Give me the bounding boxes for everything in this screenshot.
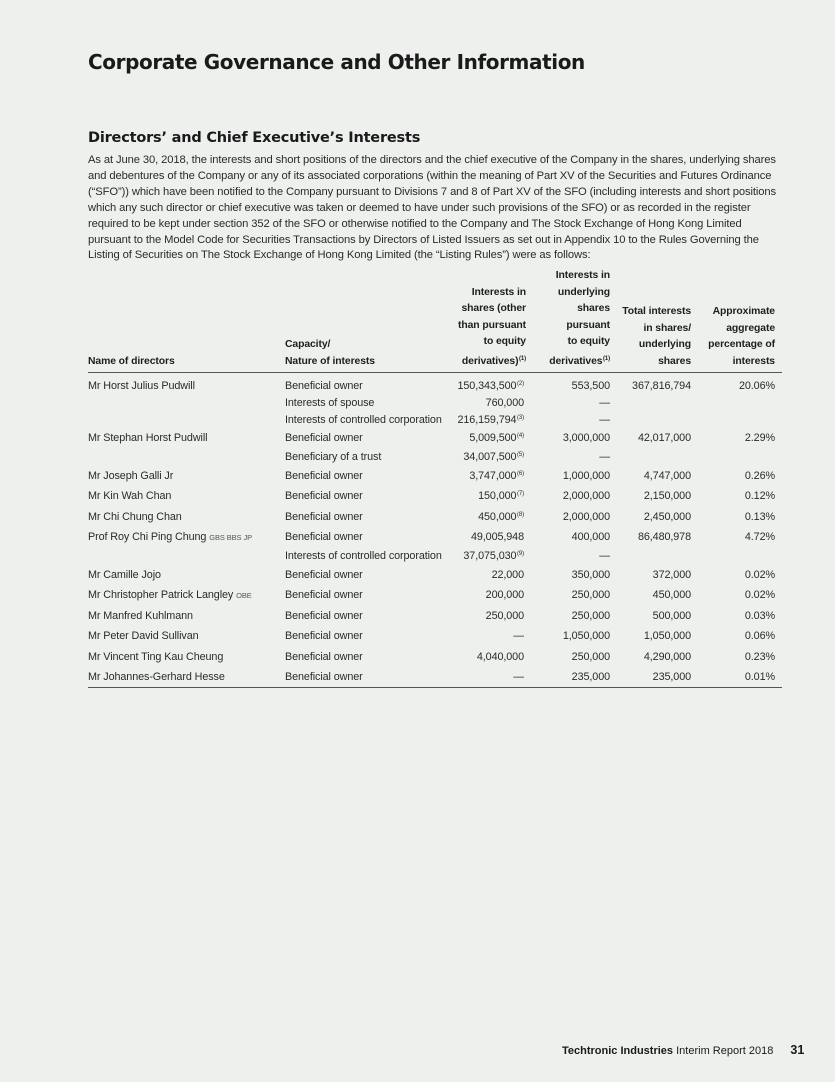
shares-cell (453, 548, 531, 565)
shares-cell (453, 626, 531, 647)
capacity-value: Beneficial owner (285, 568, 363, 581)
director-name-cell (88, 486, 285, 507)
table-row (88, 565, 782, 586)
percentage-value: 0.01% (744, 671, 775, 683)
director-honours: OBE (236, 591, 252, 601)
footnote-ref: (9) (516, 551, 524, 557)
percentage-value: 2.29% (744, 432, 775, 445)
underlying-value: — (599, 396, 610, 409)
director-name: Mr Chi Chung Chan (88, 510, 182, 523)
capacity-value: Beneficial owner (285, 671, 363, 683)
underlying-value: 1,050,000 (562, 630, 610, 643)
table-row (88, 377, 782, 394)
underlying-cell (531, 486, 615, 507)
shares-value: 34,007,500 (463, 451, 517, 463)
footnote-ref: (5) (516, 452, 524, 458)
total-cell (615, 486, 698, 507)
underlying-value: 250,000 (571, 650, 610, 663)
percentage-value: 0.26% (744, 469, 775, 482)
capacity-value: Interests of spouse (285, 396, 375, 409)
underlying-value: — (599, 550, 610, 562)
total-cell (615, 626, 698, 647)
total-value: 2,150,000 (643, 490, 691, 503)
header-capacity: Capacity/ Nature of interests (285, 268, 453, 373)
underlying-value: 2,000,000 (562, 510, 610, 523)
capacity-value: Beneficial owner (285, 510, 363, 523)
total-value: 4,290,000 (643, 650, 691, 663)
total-value: 235,000 (652, 671, 691, 683)
shares-cell (453, 647, 531, 668)
shares-cell (453, 565, 531, 586)
total-cell (615, 548, 698, 565)
total-cell (615, 647, 698, 668)
footnote-ref: (8) (516, 511, 524, 518)
shares-cell (453, 411, 531, 428)
total-cell (615, 667, 698, 688)
footnote-ref: (6) (516, 470, 524, 477)
underlying-cell (531, 449, 615, 466)
shares-value: 5,009,500 (469, 432, 517, 445)
table-row (88, 428, 782, 449)
header-underlying: Interests in underlying shares pursuant to equity derivatives$^{(1)}$ (531, 268, 615, 373)
footnote-ref: (4) (516, 433, 524, 440)
capacity-value: Interests of controlled corporation (285, 413, 442, 426)
shares-value: 200,000 (485, 589, 524, 602)
capacity-cell (285, 667, 453, 688)
capacity-value: Beneficial owner (285, 379, 363, 392)
director-name: Mr Peter David Sullivan (88, 630, 199, 643)
shares-value: 3,747,000 (469, 469, 517, 482)
director-name-cell (88, 647, 285, 668)
capacity-value: Beneficial owner (285, 490, 363, 503)
table-row (88, 626, 782, 647)
page-number: 31 (790, 1043, 805, 1057)
director-name-cell (88, 466, 285, 487)
total-value: 86,480,978 (637, 531, 691, 544)
total-cell (615, 394, 698, 411)
percentage-cell (698, 507, 782, 528)
percentage-value: 0.06% (744, 630, 775, 643)
percentage-cell (698, 466, 782, 487)
total-cell (615, 585, 698, 606)
capacity-cell (285, 428, 453, 449)
percentage-cell (698, 377, 782, 394)
shares-value: 49,005,948 (470, 531, 524, 544)
capacity-value: Beneficial owner (285, 531, 363, 544)
director-name-cell (88, 626, 285, 647)
capacity-cell (285, 606, 453, 627)
capacity-value: Interests of controlled corporation (285, 550, 442, 562)
director-name: Mr Christopher Patrick Langley (88, 589, 234, 602)
total-cell (615, 507, 698, 528)
underlying-value: 3,000,000 (562, 432, 610, 445)
capacity-cell (285, 507, 453, 528)
director-name-cell (88, 606, 285, 627)
shares-value: — (513, 671, 524, 683)
percentage-cell (698, 548, 782, 565)
underlying-value: 400,000 (571, 531, 610, 544)
percentage-cell (698, 394, 782, 411)
shares-cell (453, 394, 531, 411)
shares-value: 760,000 (485, 396, 524, 409)
shares-cell (453, 667, 531, 688)
header-name: Name of directors (88, 268, 285, 373)
header-total: Total interests in shares/ underlying shares (615, 268, 698, 373)
shares-cell (453, 466, 531, 487)
percentage-cell (698, 585, 782, 606)
capacity-cell (285, 527, 453, 548)
total-value: 42,017,000 (637, 432, 691, 445)
underlying-cell (531, 565, 615, 586)
table-row (88, 486, 782, 507)
director-name-cell (88, 527, 285, 548)
table-row (88, 507, 782, 528)
underlying-value: 1,000,000 (562, 469, 610, 482)
total-cell (615, 428, 698, 449)
percentage-cell (698, 667, 782, 688)
table-row (88, 394, 782, 411)
shares-value: 22,000 (491, 568, 524, 581)
page-footer (562, 1043, 804, 1057)
capacity-value: Beneficial owner (285, 432, 363, 445)
capacity-cell (285, 466, 453, 487)
percentage-value: 0.02% (744, 568, 775, 581)
capacity-value: Beneficial owner (285, 609, 363, 622)
capacity-cell (285, 449, 453, 466)
percentage-cell (698, 565, 782, 586)
total-cell (615, 606, 698, 627)
percentage-value: 0.03% (744, 609, 775, 622)
director-name-cell (88, 449, 285, 466)
percentage-value: 0.13% (744, 510, 775, 523)
director-name: Mr Horst Julius Pudwill (88, 379, 195, 392)
underlying-cell (531, 606, 615, 627)
underlying-value: 235,000 (571, 671, 610, 683)
capacity-cell (285, 626, 453, 647)
shares-cell (453, 486, 531, 507)
capacity-value: Beneficial owner (285, 650, 363, 663)
percentage-value: 4.72% (744, 531, 775, 544)
table-row (88, 449, 782, 466)
table-row (88, 548, 782, 565)
footnote-ref: (7) (516, 491, 524, 498)
director-name-cell (88, 394, 285, 411)
total-cell (615, 449, 698, 466)
percentage-value: 0.23% (744, 650, 775, 663)
shares-value: 4,040,000 (476, 650, 524, 663)
shares-cell (453, 585, 531, 606)
capacity-cell (285, 647, 453, 668)
underlying-cell (531, 411, 615, 428)
capacity-cell (285, 585, 453, 606)
director-name: Mr Camille Jojo (88, 568, 161, 581)
director-name-cell (88, 667, 285, 688)
table-row (88, 606, 782, 627)
shares-cell (453, 507, 531, 528)
capacity-cell (285, 486, 453, 507)
director-name-cell (88, 411, 285, 428)
total-value: 367,816,794 (632, 379, 691, 392)
underlying-cell (531, 466, 615, 487)
capacity-value: Beneficial owner (285, 589, 363, 602)
director-name: Prof Roy Chi Ping Chung (88, 531, 207, 544)
director-name-cell (88, 428, 285, 449)
total-value: 1,050,000 (643, 630, 691, 643)
shares-value: 216,159,794 (457, 413, 517, 426)
underlying-value: 250,000 (571, 609, 610, 622)
percentage-cell (698, 486, 782, 507)
table-row (88, 527, 782, 548)
capacity-cell (285, 377, 453, 394)
shares-cell (453, 527, 531, 548)
director-name: Mr Stephan Horst Pudwill (88, 432, 208, 445)
underlying-value: 250,000 (571, 589, 610, 602)
capacity-cell (285, 548, 453, 565)
footnote-ref: (2) (516, 380, 524, 387)
underlying-cell (531, 548, 615, 565)
shares-value: 250,000 (485, 609, 524, 622)
director-name: Mr Johannes-Gerhard Hesse (88, 671, 225, 683)
page-title: Corporate Governance and Other Information (88, 50, 585, 74)
percentage-cell (698, 527, 782, 548)
percentage-value: 20.06% (738, 379, 775, 392)
shares-cell (453, 606, 531, 627)
total-cell (615, 377, 698, 394)
footer-report: Interim Report 2018 (676, 1045, 774, 1057)
director-honours: GBS BBS JP (209, 533, 253, 543)
table-row (88, 667, 782, 688)
shares-value: 150,000 (478, 490, 517, 503)
underlying-value: 553,500 (571, 379, 610, 392)
percentage-cell (698, 428, 782, 449)
footer-company: Techtronic Industries (562, 1045, 674, 1057)
total-cell (615, 565, 698, 586)
total-value: 2,450,000 (643, 510, 691, 523)
director-name-cell (88, 585, 285, 606)
underlying-cell (531, 667, 615, 688)
director-name-cell (88, 507, 285, 528)
director-name-cell (88, 377, 285, 394)
shares-cell (453, 377, 531, 394)
underlying-cell (531, 377, 615, 394)
table-body (88, 373, 782, 688)
total-value: 4,747,000 (643, 469, 691, 482)
percentage-value: 0.02% (744, 589, 775, 602)
percentage-cell (698, 647, 782, 668)
footnote-ref: (3) (516, 414, 524, 421)
underlying-value: 2,000,000 (562, 490, 610, 503)
table-row (88, 466, 782, 487)
percentage-value: 0.12% (744, 490, 775, 503)
total-cell (615, 527, 698, 548)
capacity-cell (285, 565, 453, 586)
underlying-value: — (599, 413, 610, 426)
capacity-value: Beneficial owner (285, 630, 363, 643)
underlying-cell (531, 428, 615, 449)
total-value: 372,000 (652, 568, 691, 581)
total-value: 500,000 (652, 609, 691, 622)
shares-value: 37,075,030 (463, 550, 517, 562)
shares-value: 450,000 (478, 510, 517, 523)
table-row (88, 585, 782, 606)
percentage-cell (698, 606, 782, 627)
table-row (88, 647, 782, 668)
capacity-cell (285, 394, 453, 411)
underlying-value: — (599, 451, 610, 463)
capacity-value: Beneficial owner (285, 469, 363, 482)
underlying-cell (531, 507, 615, 528)
shares-cell (453, 428, 531, 449)
underlying-cell (531, 647, 615, 668)
total-value: 450,000 (652, 589, 691, 602)
percentage-cell (698, 626, 782, 647)
shares-cell (453, 449, 531, 466)
capacity-cell (285, 411, 453, 428)
total-cell (615, 411, 698, 428)
directors-interests-table (88, 268, 782, 688)
shares-value: — (513, 630, 524, 643)
table-row (88, 411, 782, 428)
director-name: Mr Vincent Ting Kau Cheung (88, 650, 224, 663)
capacity-value: Beneficiary of a trust (285, 451, 382, 463)
intro-paragraph: As at June 30, 2018, the interests and short positions of the directors and the chief executive of the Company in the shares, underlying shares and debentures of the Company or any of its associated corporations (within the meaning of Part XV of the Securities and Futures Ordinance (“SFO”)) which have been notified to the Company pursuant to Divisions 7 and 8 of Part XV of the SFO (including interests and short positions which any such director or chief executive was taken or deemed to have under such provisions of the SFO) or as recorded in the register required to be kept under section 352 of the SFO or otherwise notified to the Company and The Stock Exchange of Hong Kong Limited pursuant to the Model Code for Securities Transactions by Directors of Listed Issuers as set out in Appendix 10 to the Rules Governing the Listing of Securities on The Stock Exchange of Hong Kong Limited (the “Listing Rules”) were as follows: (88, 154, 776, 262)
underlying-value: 350,000 (571, 568, 610, 581)
shares-value: 150,343,500 (457, 379, 517, 392)
header-shares: Interests in shares (other than pursuant to equity derivatives)$^{(1)}$ (453, 268, 531, 373)
underlying-cell (531, 394, 615, 411)
director-name-cell (88, 548, 285, 565)
header-percentage: Approximate aggregate percentage of interests (698, 268, 782, 373)
director-name-cell (88, 565, 285, 586)
director-name: Mr Joseph Galli Jr (88, 469, 174, 482)
underlying-cell (531, 527, 615, 548)
director-name: Mr Manfred Kuhlmann (88, 609, 193, 622)
table-header-row (88, 268, 782, 373)
director-name: Mr Kin Wah Chan (88, 490, 172, 503)
total-cell (615, 466, 698, 487)
percentage-cell (698, 449, 782, 466)
underlying-cell (531, 626, 615, 647)
section-title: Directors’ and Chief Executive’s Interests (88, 130, 421, 146)
percentage-cell (698, 411, 782, 428)
underlying-cell (531, 585, 615, 606)
